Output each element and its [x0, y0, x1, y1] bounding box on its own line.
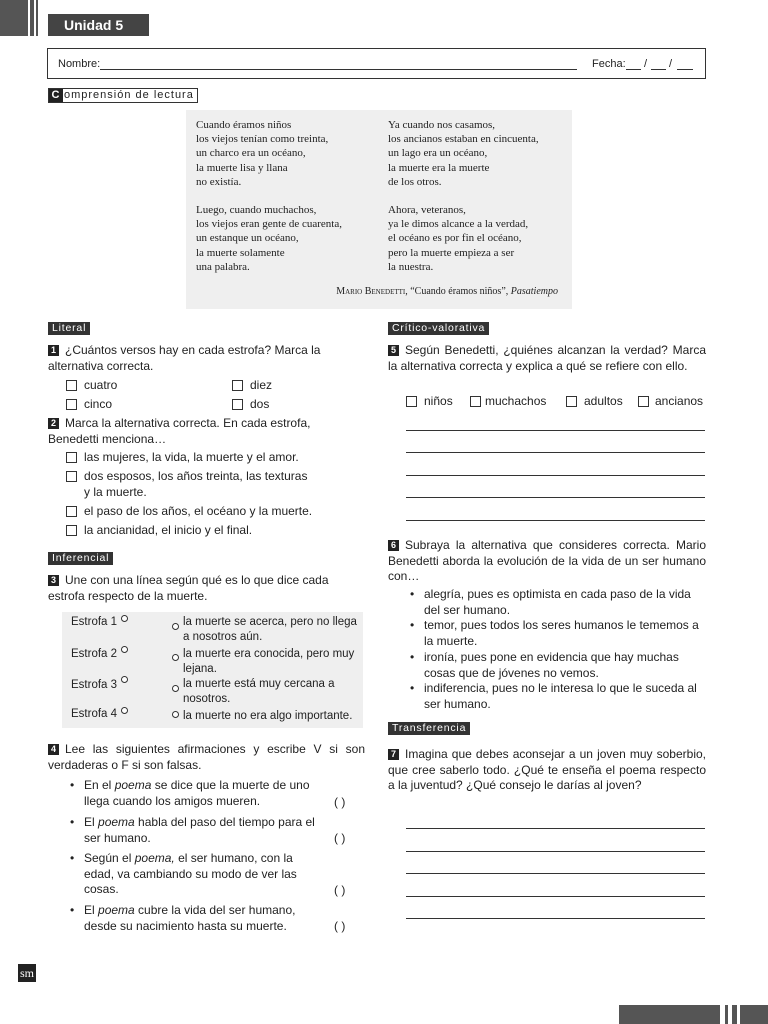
match-dot-right[interactable] [172, 623, 179, 630]
poem-box [186, 110, 572, 309]
q4-statement: • El poema cubre la vida del ser humano, desde su nacimiento hasta su muerte. [70, 903, 296, 933]
header-decor-line [30, 0, 34, 36]
tag-critico-valorativa: Crítico-valorativa [388, 322, 489, 335]
q4-statement: • En el poema se dice que la muerte de uno llega cuando los amigos mueren. [70, 778, 310, 808]
date-separator: / [644, 58, 648, 70]
q6-option[interactable]: • temor, pues todos los seres humanos le tememos a la muerte. [410, 618, 699, 648]
match-dot-left[interactable] [121, 646, 128, 653]
poem-book: Pasatiempo [510, 285, 558, 297]
question-6-text: Subraya la alternativa que consideres correcta. Mario Benedetti aborda la evolución de la vida de un ser humano con… [388, 538, 706, 583]
poem-stanza-2: Luego, cuando muchachos, los viejos eran gente de cuarenta, un estanque un océano, la muerte solamente una palabra. [196, 204, 342, 273]
q7-answer-line[interactable] [406, 918, 705, 919]
q4-answer-blank[interactable]: ( ) [334, 919, 346, 933]
q5-answer-line[interactable] [406, 520, 705, 521]
q2-option-2-cont: y la muerte. [84, 485, 147, 499]
q6-option[interactable]: • alegría, pues es optimista en cada paso de la vida del ser humano. [410, 587, 691, 617]
date-label: Fecha: [592, 58, 626, 70]
estrofa-label: Estrofa 3 [71, 679, 118, 691]
q5-option-ancianos[interactable]: ancianos [638, 394, 703, 410]
checkbox[interactable] [566, 396, 577, 407]
q4-answer-blank[interactable]: ( ) [334, 883, 346, 897]
q5-option-adultos[interactable]: adultos [566, 394, 623, 410]
match-answer: la muerte era conocida, pero muy lejana. [183, 648, 355, 675]
question-number: 7 [388, 749, 399, 760]
checkbox[interactable] [66, 380, 77, 391]
match-dot-left[interactable] [121, 676, 128, 683]
match-dot-right[interactable] [172, 711, 179, 718]
question-number: 4 [48, 744, 59, 755]
q6-option[interactable]: • ironía, pues pone en evidencia que hay muchas cosas que de jóvenes no vemos. [410, 650, 679, 680]
q2-option-3[interactable]: el paso de los años, el océano y la muerte. [66, 504, 312, 520]
q1-option-dos[interactable]: dos [232, 397, 269, 413]
q5-option-muchachos[interactable]: muchachos [470, 394, 546, 410]
matching-box [62, 612, 363, 728]
checkbox[interactable] [232, 399, 243, 410]
match-answer: la muerte está muy cercana a nosotros. [183, 678, 335, 705]
unit-tab: Unidad 5 [48, 14, 149, 36]
checkbox[interactable] [470, 396, 481, 407]
q2-option-1[interactable]: las mujeres, la vida, la muerte y el amor. [66, 450, 299, 466]
match-dot-left[interactable] [121, 615, 128, 622]
question-5 [388, 343, 706, 374]
q2-option-2[interactable]: dos esposos, los años treinta, las texturas [66, 469, 307, 485]
poem-credit [336, 285, 558, 299]
header-decor-line [36, 0, 38, 36]
checkbox[interactable] [66, 452, 77, 463]
q4-answer-blank[interactable]: ( ) [334, 795, 346, 809]
question-7 [388, 747, 706, 794]
question-1 [48, 343, 348, 374]
q2-option-4[interactable]: la ancianidad, el inicio y el final. [66, 523, 252, 539]
question-4-text: Lee las siguientes afirmaciones y escribe V si son verdaderas o F si son falsas. [48, 742, 365, 772]
poem-author: Mario Benedetti [336, 285, 406, 297]
q5-option-ninos[interactable]: niños [406, 394, 453, 410]
date-month-field[interactable] [651, 69, 666, 70]
name-date-box [47, 48, 706, 79]
checkbox[interactable] [66, 525, 77, 536]
footer-decor-block [619, 1005, 720, 1024]
q5-answer-line[interactable] [406, 452, 705, 453]
q1-option-cuatro[interactable]: cuatro [66, 378, 117, 394]
q5-answer-line[interactable] [406, 430, 705, 431]
date-day-field[interactable] [626, 69, 641, 70]
checkbox[interactable] [232, 380, 243, 391]
footer-decor-line [725, 1005, 728, 1024]
match-dot-right[interactable] [172, 654, 179, 661]
footer-decor-line [732, 1005, 737, 1024]
name-label: Nombre: [58, 58, 101, 70]
question-number: 1 [48, 345, 59, 356]
name-field[interactable] [100, 69, 577, 70]
question-2 [48, 416, 348, 447]
question-3-text: Une con una línea según qué es lo que dice cada estrofa respecto de la muerte. [48, 573, 329, 603]
poem-credit-title: , “Cuando éramos niños”, [405, 285, 511, 297]
q1-option-diez[interactable]: diez [232, 378, 272, 394]
q7-answer-line[interactable] [406, 873, 705, 874]
tag-literal: Literal [48, 322, 90, 335]
poem-stanza-4: Ahora, veteranos, ya le dimos alcance a la verdad, el océano es por fin el océano, pero la muerte empieza a ser la nuestra. [388, 204, 529, 273]
q5-answer-line[interactable] [406, 475, 705, 476]
checkbox[interactable] [66, 506, 77, 517]
checkbox[interactable] [406, 396, 417, 407]
match-answer: la muerte se acerca, pero no llega a nosotros aún. [183, 616, 357, 643]
question-number: 2 [48, 418, 59, 429]
date-separator: / [669, 58, 673, 70]
q5-answer-line[interactable] [406, 497, 705, 498]
match-dot-left[interactable] [121, 707, 128, 714]
q7-answer-line[interactable] [406, 851, 705, 852]
q6-option[interactable]: • indiferencia, pues no le interesa lo que le suceda al ser humano. [410, 681, 697, 711]
date-year-field[interactable] [677, 69, 693, 70]
question-number: 6 [388, 540, 399, 551]
sm-logo: sm [19, 966, 34, 980]
poem-stanza-1: Cuando éramos niños los viejos tenían como treinta, un charco era un océano, la muerte lisa y llana no existía. [196, 119, 329, 188]
match-answer: la muerte no era algo importante. [183, 710, 353, 722]
q4-statement: • El poema habla del paso del tiempo para el ser humano. [70, 815, 315, 845]
section-title [48, 88, 198, 103]
question-7-text: Imagina que debes aconsejar a un joven muy soberbio, que cree saberlo todo. ¿Qué te enseña el poema respecto a la juventud? ¿Qué consejo le darías al joven? [388, 747, 706, 792]
q7-answer-line[interactable] [406, 896, 705, 897]
question-6 [388, 538, 706, 585]
question-2-text: Marca la alternativa correcta. En cada estrofa, Benedetti menciona… [48, 416, 311, 446]
header-decor-block [0, 0, 28, 36]
q1-option-cinco[interactable]: cinco [66, 397, 112, 413]
question-3 [48, 573, 353, 604]
section-title-text: omprensión de lectura [64, 89, 194, 101]
tag-inferencial: Inferencial [48, 552, 113, 565]
checkbox[interactable] [638, 396, 649, 407]
estrofa-label: Estrofa 1 [71, 616, 118, 628]
question-5-text: Según Benedetti, ¿quiénes alcanzan la verdad? Marca la alternativa correcta y explica a qué se refiere con ello. [388, 343, 706, 373]
q4-statement: • Según el poema, el ser humano, con la edad, va cambiando su modo de ver las cosas. [70, 851, 297, 896]
question-number: 5 [388, 345, 399, 356]
estrofa-label: Estrofa 4 [71, 708, 118, 720]
checkbox[interactable] [66, 471, 77, 482]
section-title-initial: C [49, 89, 63, 102]
tag-transferencia: Transferencia [388, 722, 470, 735]
estrofa-label: Estrofa 2 [71, 648, 118, 660]
checkbox[interactable] [66, 399, 77, 410]
match-dot-right[interactable] [172, 685, 179, 692]
footer-decor-block [740, 1005, 768, 1024]
poem-stanza-3: Ya cuando nos casamos, los ancianos estaban en cincuenta, un lago era un océano, la muerte era la muerte de los otros. [388, 119, 539, 188]
question-1-text: ¿Cuántos versos hay en cada estrofa? Marca la alternativa correcta. [48, 343, 321, 373]
question-number: 3 [48, 575, 59, 586]
question-4 [48, 742, 365, 773]
q7-answer-line[interactable] [406, 828, 705, 829]
q4-answer-blank[interactable]: ( ) [334, 831, 346, 845]
